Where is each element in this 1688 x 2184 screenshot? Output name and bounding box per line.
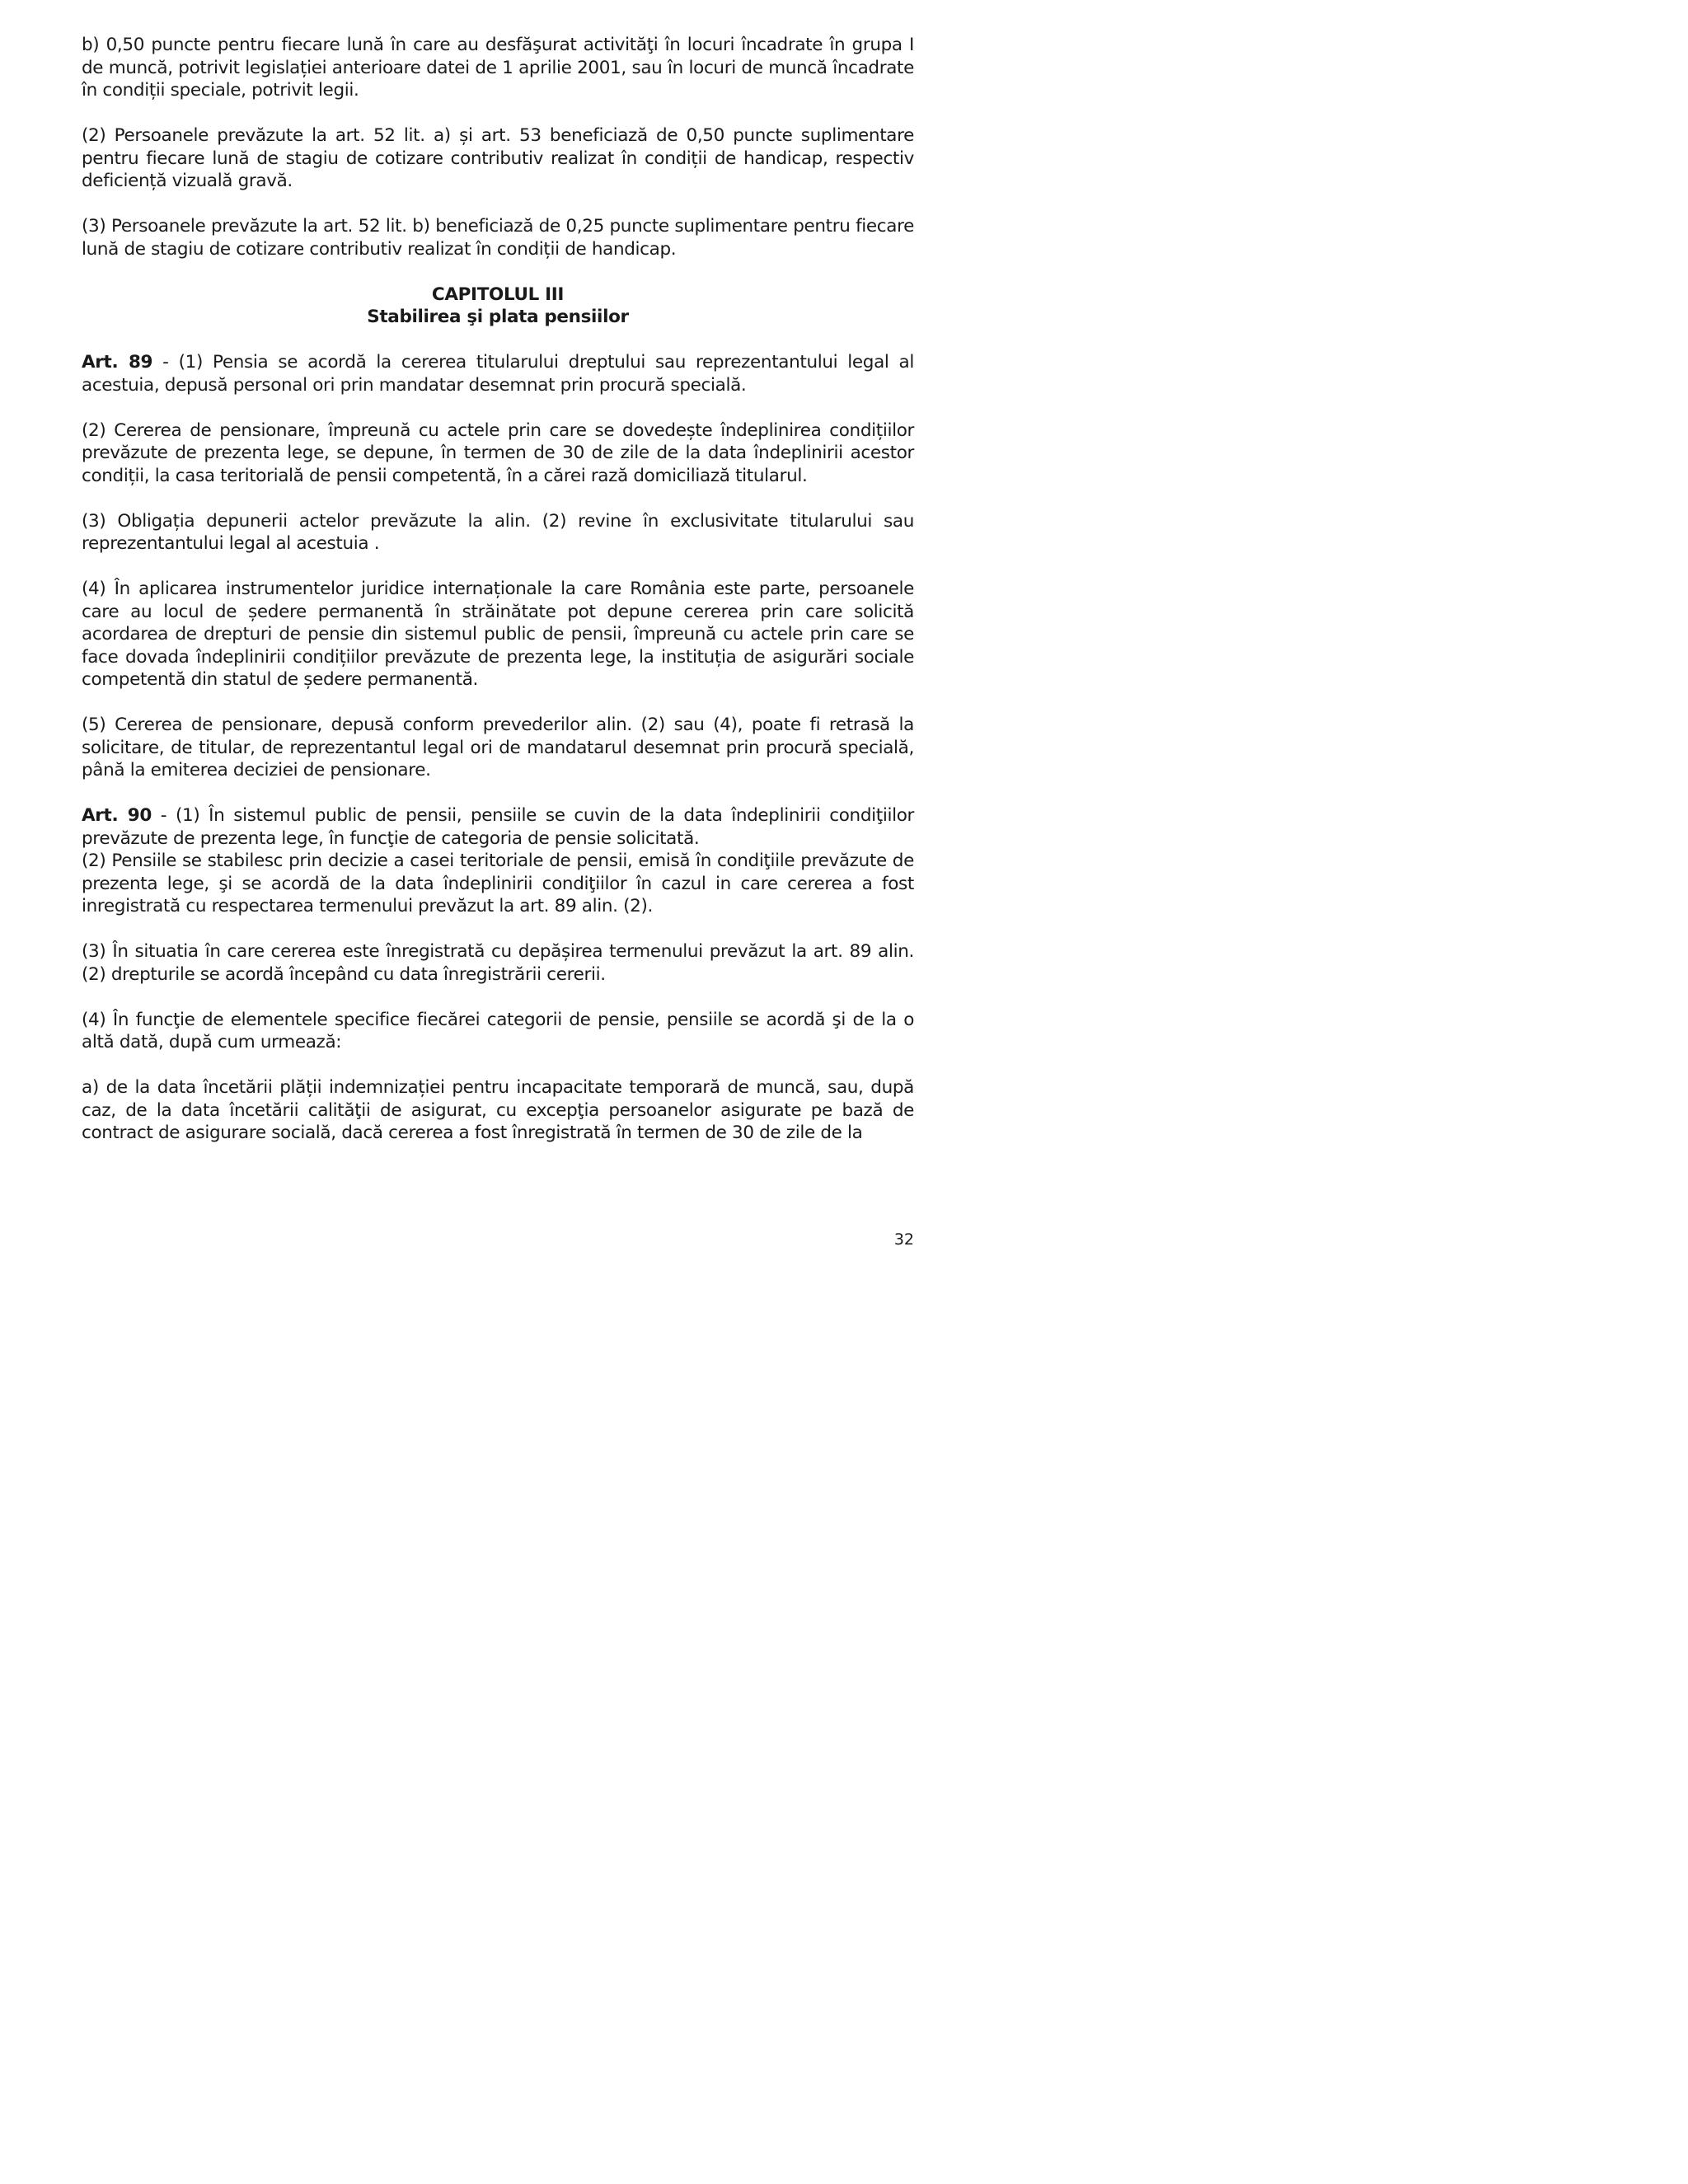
page-number: 32 bbox=[893, 1230, 914, 1249]
document-page bbox=[82, 34, 914, 1167]
chapter-title: Stabilirea şi plata pensiilor bbox=[367, 307, 629, 327]
art-90-label: Art. 90 bbox=[82, 805, 152, 826]
paragraph-3-handicap: (3) Persoanele prevăzute la art. 52 lit. b) beneficiază de 0,25 puncte suplimentare pentru fiecare lună de stagiu de cotizare contributiv realizat în condiții de handicap. bbox=[82, 216, 914, 260]
art-90-paragraph-3: (3) În situatia în care cererea este înregistrată cu depășirea termenului prevăzut la art. 89 alin. (2) drepturile se acordă începând cu data înregistrării cererii. bbox=[82, 941, 914, 985]
art-89-intro: - (1) Pensia se acordă la cererea titularului dreptului sau reprezentantului legal al acestuia, depusă personal ori prin mandatar desemnat prin procură specială. bbox=[82, 352, 914, 396]
art-90-paragraph-2: (2) Pensiile se stabilesc prin decizie a casei teritoriale de pensii, emisă în condiţiile prevăzute de prezenta lege, şi se acordă de la data îndeplinirii condiţiilor în cazul in care cererea a fost inregistrată cu respectarea termenului prevăzut la art. 89 alin. (2). bbox=[82, 851, 914, 916]
art-89-paragraph-4: (4) În aplicarea instrumentelor juridice internaționale la care România este parte, persoanele care au locul de ședere permanentă în străinătate pot depune cererea prin care solicită acordarea de drepturi de pensie din sistemul public de pensii, împreună cu actele prin care se face dovada îndeplinirii condițiilor prevăzute de prezenta lege, la instituția de asigurări sociale competentă din statul de ședere permanentă. bbox=[82, 579, 914, 690]
art-89-label: Art. 89 bbox=[82, 352, 153, 373]
art-90-paragraph-1 bbox=[82, 804, 914, 850]
art-90-paragraph-4: (4) În funcţie de elementele specifice fiecărei categorii de pensie, pensiile se acordă şi de la o altă dată, după cum urmează: bbox=[82, 1009, 914, 1052]
art-89-paragraph-2: (2) Cererea de pensionare, împreună cu actele prin care se dovedește îndeplinirea condițiilor prevăzute de prezenta lege, se depune, în termen de 30 de zile de la data îndeplinirii acestor condiții, la casa teritorială de pensii competentă, în a cărei rază domiciliază titularul. bbox=[82, 419, 914, 486]
chapter-heading bbox=[82, 284, 914, 329]
art-89-paragraph-5: (5) Cererea de pensionare, depusă conform prevederilor alin. (2) sau (4), poate fi retrasă la solicitare, de titular, de reprezentantul legal ori de mandatarul desemnat prin procură specială, până la emiterea deciziei de pensionare. bbox=[82, 715, 914, 780]
art-90-item-a: a) de la data încetării plății indemnizației pentru incapacitate temporară de muncă, sau, după caz, de la data încetării calităţii de asigurat, cu excepţia persoanelor asigurate pe bază de contract de asigurare socială, dacă cererea a fost înregistrată în termen de 30 de zile de la bbox=[82, 1077, 914, 1143]
art-89-paragraph-3: (3) Obligația depunerii actelor prevăzute la alin. (2) revine în exclusivitate titularului sau reprezentantului legal al acestuia . bbox=[82, 510, 914, 554]
art-90-intro: - (1) În sistemul public de pensii, pensiile se cuvin de la data îndeplinirii condiţiilor prevăzute de prezenta lege, în funcţie de categoria de pensie solicitată. bbox=[82, 805, 914, 849]
art-89-paragraph-1 bbox=[82, 351, 914, 396]
paragraph-b-points: b) 0,50 puncte pentru fiecare lună în care au desfăşurat activităţi în locuri încadrate în grupa I de muncă, potrivit legislației anterioare datei de 1 aprilie 2001, sau în locuri de muncă încadrate în condiții speciale, potrivit legii. bbox=[82, 35, 914, 101]
paragraph-2-handicap-visual: (2) Persoanele prevăzute la art. 52 lit. a) și art. 53 beneficiază de 0,50 puncte suplimentare pentru fiecare lună de stagiu de cotizare contributiv realizat în condiții de handicap, respectiv deficiență vizuală gravă. bbox=[82, 125, 914, 191]
chapter-number: CAPITOLUL III bbox=[431, 284, 565, 305]
